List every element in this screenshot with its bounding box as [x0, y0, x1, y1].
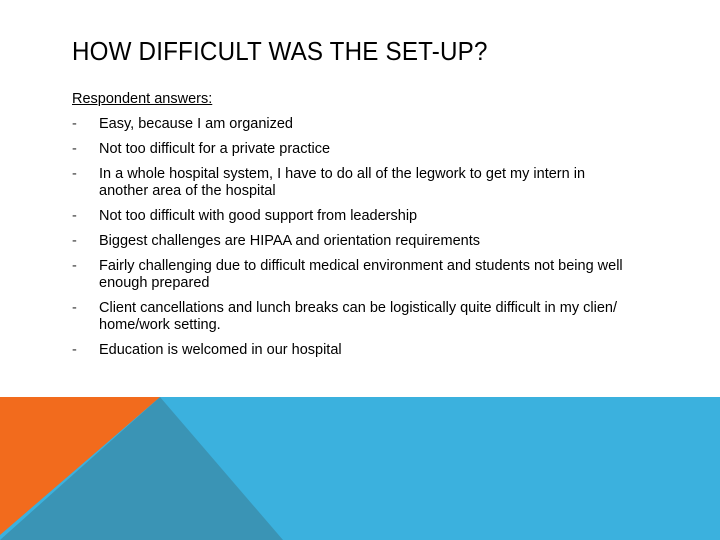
- answer-text: Easy, because I am organized: [99, 116, 293, 132]
- dash-bullet-icon: -: [72, 233, 77, 249]
- dash-bullet-icon: -: [72, 208, 77, 224]
- answer-text: Not too difficult for a private practice: [99, 141, 331, 157]
- dash-bullet-icon: -: [72, 258, 77, 274]
- answer-item: [72, 233, 662, 250]
- answers-list: [72, 116, 662, 359]
- answer-text: Biggest challenges are HIPAA and orientation requirements: [99, 233, 480, 249]
- answer-text: Fairly challenging due to difficult medical environment and students not being well enough prepared: [99, 258, 623, 291]
- slide-title: HOW DIFFICULT WAS THE SET-UP?: [72, 36, 488, 66]
- answer-item: [72, 141, 662, 158]
- answer-item: [72, 342, 662, 359]
- answer-item: [72, 300, 689, 334]
- dash-bullet-icon: -: [72, 141, 77, 157]
- geometric-shapes-icon: [0, 397, 720, 540]
- slide-body: [72, 91, 662, 367]
- answer-item: [72, 166, 619, 200]
- answer-text: Education is welcomed in our hospital: [99, 342, 342, 358]
- answer-item: [72, 116, 662, 133]
- answer-item: [72, 258, 664, 292]
- dash-bullet-icon: -: [72, 300, 77, 316]
- answer-text: Not too difficult with good support from leadership: [99, 208, 418, 224]
- dash-bullet-icon: -: [72, 166, 77, 182]
- answer-text: In a whole hospital system, I have to do all of the legwork to get my intern in another area of the hospital: [99, 166, 586, 199]
- respondent-answers-heading: Respondent answers:: [72, 91, 213, 107]
- dash-bullet-icon: -: [72, 116, 77, 132]
- dash-bullet-icon: -: [72, 342, 77, 358]
- answer-text: Client cancellations and lunch breaks can be logistically quite difficult in my clien/ home/work setting.: [99, 300, 617, 333]
- decorative-footer-band: [0, 397, 720, 540]
- answer-item: [72, 208, 662, 225]
